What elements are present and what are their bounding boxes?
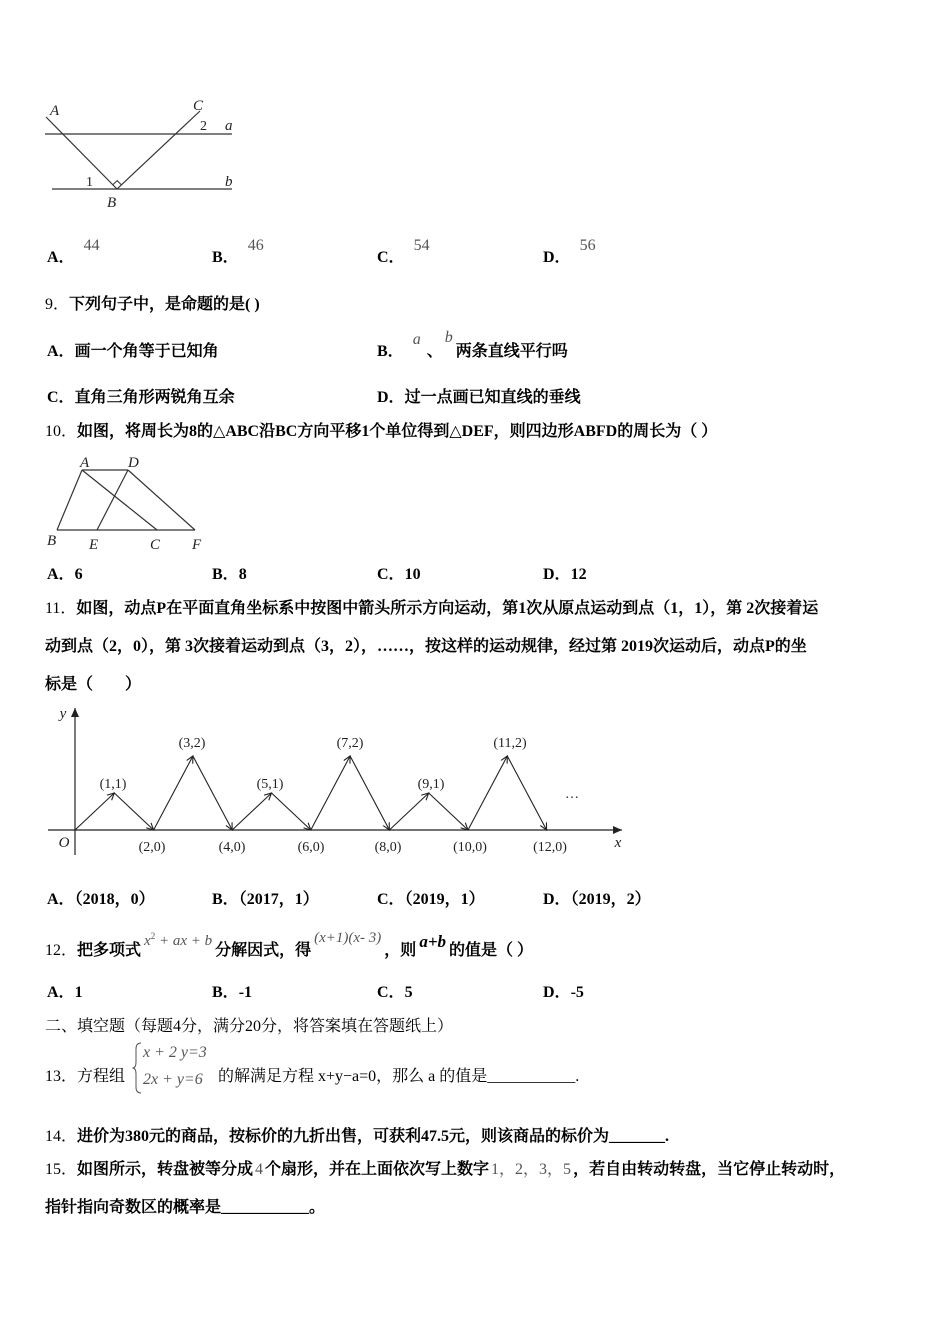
variable-a: a (412, 331, 421, 348)
path-segment (350, 756, 389, 830)
q12-stem (45, 930, 534, 959)
q13-text: 的解满足方程 x+y−a=0，那么 a 的值是___________. (218, 1068, 580, 1085)
x-axis-label: x (614, 835, 622, 851)
path-segment (114, 793, 153, 830)
option-text: 两条直线平行吗 (455, 343, 568, 360)
question-text: ，则 (384, 942, 417, 959)
q12-option-b (212, 983, 252, 1003)
q11-stem-line-1 (45, 599, 818, 619)
option-value: 1 (74, 984, 83, 1001)
path-segment (154, 756, 193, 830)
q10-option-b (212, 565, 247, 585)
q8-option-b (212, 237, 264, 268)
option-letter: D． (543, 984, 571, 1001)
q8-option-c (377, 237, 430, 268)
variable-b: b (444, 329, 453, 346)
question-text: 如图，动点P在平面直角坐标系中按图中箭头所示方向运动，第1次从原点运动到点（1，1），第 2次接着运 (76, 600, 819, 617)
segment-ac (82, 470, 157, 530)
option-value: 5 (404, 984, 413, 1001)
section-2-title: 二、填空题（每题4分，满分20分，将答案填在答题纸上） (45, 1018, 454, 1035)
polynomial-expression (144, 933, 212, 949)
option-text: 过一点画已知直线的垂线 (404, 389, 581, 406)
option-value: -5 (570, 984, 584, 1001)
option-value: 6 (74, 566, 83, 583)
option-letter: A． (47, 343, 75, 360)
question-number: 11． (45, 600, 77, 617)
line-bc (117, 111, 200, 189)
question-text: 个扇形，并在上面依次写上数字 (265, 1161, 490, 1178)
question-number: 15． (45, 1161, 78, 1178)
y-axis-label: y (59, 706, 67, 722)
option-value: （2017，1） (238, 891, 319, 908)
question-number: 9． (45, 296, 70, 313)
option-letter: C． (377, 249, 405, 266)
point-label: (12,0) (533, 840, 567, 855)
option-value: （2019，1） (404, 891, 485, 908)
path-segment (75, 793, 114, 830)
question-text: 的值是（ ） (449, 942, 534, 959)
equation-system-brace (132, 1042, 142, 1094)
option-letter: C． (377, 984, 405, 1001)
point-label: (7,2) (336, 736, 364, 751)
path-segment (429, 793, 468, 830)
sector-count: 4 (255, 1161, 264, 1178)
path-segment (311, 756, 350, 830)
path-segment (272, 793, 311, 830)
option-letter: B． (212, 891, 239, 908)
label-E: E (89, 537, 99, 553)
q8-parallel-lines-figure (40, 95, 240, 215)
q15-stem-line-2: 指针指向奇数区的概率是___________。 (45, 1199, 326, 1216)
option-value: 44 (83, 237, 100, 254)
question-number: 12． (45, 942, 78, 959)
q10-option-d (543, 565, 587, 585)
option-letter: A． (47, 891, 75, 908)
angle-2-label: 2 (200, 119, 207, 134)
path-segment (389, 793, 428, 830)
q9-option-b (377, 329, 568, 362)
option-letter: B． (377, 343, 404, 360)
option-letter: D． (543, 891, 571, 908)
q10-stem (45, 422, 717, 442)
ellipsis-label: … (565, 787, 579, 802)
option-letter: A． (47, 566, 75, 583)
option-letter: D． (543, 249, 571, 266)
point-label: (10,0) (453, 840, 487, 855)
factored-expression: (x+1)(x- 3) (314, 930, 382, 946)
point-label: (4,0) (218, 840, 246, 855)
option-letter: B． (212, 984, 239, 1001)
q9-option-a (47, 342, 219, 362)
question-text: 把多项式 (77, 942, 142, 959)
option-value: 10 (404, 566, 421, 583)
point-label: (3,2) (178, 736, 206, 751)
label-C: C (150, 537, 161, 553)
poly-x: x (144, 933, 151, 949)
q10-option-a (47, 565, 83, 585)
option-text: 直角三角形两锐角互余 (74, 389, 235, 406)
option-value: 12 (570, 566, 587, 583)
q11-coordinate-path-figure (40, 700, 630, 860)
q10-option-c (377, 565, 421, 585)
label-a: a (225, 118, 233, 134)
line-ab (46, 117, 117, 189)
option-value: 8 (238, 566, 247, 583)
segment-df (128, 470, 195, 530)
option-letter: B． (212, 566, 239, 583)
question-number: 10． (45, 423, 78, 440)
question-number: 14． (45, 1128, 78, 1145)
point-label: (1,1) (99, 777, 127, 792)
question-text: 进价为380元的商品，按标价的九折出售，可获利47.5元，则该商品的标价为_______. (77, 1128, 670, 1145)
question-text: 分解因式，得 (215, 942, 312, 959)
option-text: 画一个角等于已知角 (74, 343, 219, 360)
label-A: A (80, 455, 90, 471)
origin-label: O (58, 835, 70, 851)
option-letter: B． (212, 249, 239, 266)
question-text: 方程组 (77, 1068, 126, 1085)
q8-option-d (543, 237, 596, 268)
option-value: 46 (247, 237, 264, 254)
option-letter: D． (543, 566, 571, 583)
label-F: F (192, 537, 202, 553)
question-text: 如图所示，转盘被等分成 (77, 1161, 254, 1178)
label-b: b (225, 174, 233, 190)
q12-option-c (377, 983, 413, 1003)
sum-expression: a+b (419, 932, 446, 951)
q8-option-a (47, 237, 100, 268)
segment-de (97, 470, 128, 530)
point-label: (8,0) (374, 840, 402, 855)
angle-1-label: 1 (86, 175, 93, 190)
option-value: 56 (579, 237, 596, 254)
point-label: (6,0) (297, 840, 325, 855)
q9-option-d (377, 388, 581, 408)
label-D: D (128, 455, 139, 471)
q9-stem (45, 295, 260, 315)
right-angle-mark (113, 181, 122, 185)
q11-option-d (543, 890, 651, 910)
q11-option-b (212, 890, 319, 910)
path-segment (193, 756, 232, 830)
option-letter: A． (47, 984, 75, 1001)
question-text: 下列句子中，是命题的是( ) (69, 296, 260, 313)
q11-option-c (377, 890, 485, 910)
label-B: B (107, 195, 117, 211)
option-value: （2018，0） (74, 891, 155, 908)
q13-prefix (45, 1067, 125, 1087)
option-letter: A． (47, 249, 75, 266)
option-value: 54 (413, 237, 430, 254)
path-segment (232, 793, 271, 830)
question-text: 如图，将周长为8的△ABC沿BC方向平移1个单位得到△DEF，则四边形ABFD的周长为（ ） (77, 423, 718, 440)
question-number: 13． (45, 1068, 78, 1085)
poly-rest: + ax + b (155, 933, 213, 949)
point-label: (11,2) (493, 736, 527, 751)
option-letter: C． (47, 389, 75, 406)
q12-option-a (47, 983, 83, 1003)
point-label: (5,1) (256, 777, 284, 792)
q9-option-c (47, 388, 235, 408)
q14-stem (45, 1127, 669, 1147)
equation-2: 2x + y=6 (143, 1071, 203, 1088)
label-C: C (193, 98, 204, 114)
sector-numbers: 1，2，3，5 (491, 1161, 572, 1178)
option-letter: D． (377, 389, 405, 406)
q10-translation-figure (40, 450, 210, 555)
path-segment (507, 756, 546, 830)
option-value: （2019，2） (570, 891, 651, 908)
q12-option-d (543, 983, 584, 1003)
q11-stem-line-3: 标是（ ） (45, 676, 142, 693)
label-B: B (47, 533, 57, 549)
separator: 、 (426, 343, 443, 360)
path-segment (468, 756, 507, 830)
option-letter: C． (377, 891, 405, 908)
q15-stem-line-1 (45, 1160, 845, 1180)
q11-stem-line-2: 动到点（2，0），第 3次接着运动到点（3，2），……，按这样的运动规律，经过第 2019次运动后，动点P的坐 (45, 638, 807, 655)
point-label: (9,1) (417, 777, 445, 792)
option-letter: C． (377, 566, 405, 583)
equation-1: x + 2 y=3 (143, 1044, 207, 1061)
point-label: (2,0) (138, 840, 166, 855)
question-text: ，若自由转动转盘，当它停止转动时， (573, 1161, 846, 1178)
label-A: A (50, 103, 60, 119)
poly-exponent: 2 (150, 931, 156, 941)
option-value: -1 (238, 984, 253, 1001)
q11-option-a (47, 890, 155, 910)
segment-ab (57, 470, 82, 530)
